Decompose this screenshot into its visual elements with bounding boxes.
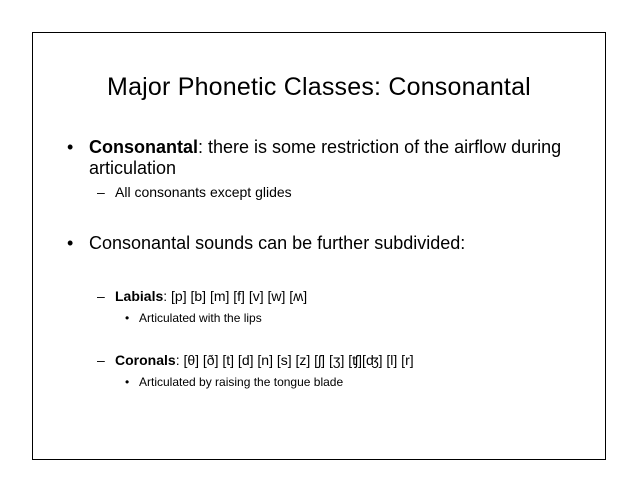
term-consonantal: Consonantal	[89, 137, 199, 157]
sub-bullet-text	[115, 287, 307, 305]
bullet-icon: •	[125, 311, 130, 325]
dash-icon: –	[97, 288, 105, 304]
detail-coronals	[125, 374, 343, 390]
coronals-symbols: : [θ] [ð] [t] [d] [n] [s] [z] [ʃ] [ʒ] [ʧ][ʤ] [l] [r]	[175, 352, 414, 368]
sub-bullet-text: All consonants except glides	[115, 184, 292, 200]
term-coronals: Coronals	[115, 352, 176, 368]
labials-symbols: : [p] [b] [m] [f] [v] [w] [ʍ]	[163, 288, 308, 304]
sub-bullet-glides	[97, 183, 292, 201]
bullet-text: Consonantal sounds can be further subdivided:	[89, 233, 466, 253]
dash-icon: –	[97, 184, 105, 200]
dash-icon: –	[97, 352, 105, 368]
term-labials: Labials	[115, 288, 164, 304]
bullet-consonantal	[67, 137, 585, 179]
bullet-subdivided	[67, 233, 585, 254]
slide	[32, 32, 606, 460]
consonantal-definition: : there is some restriction of the airflow during articulation	[89, 137, 562, 178]
bullet-icon: •	[67, 233, 74, 253]
detail-labials	[125, 310, 262, 326]
sub-bullet-coronals	[97, 351, 414, 369]
bullet-icon: •	[125, 375, 130, 389]
bullet-icon: •	[67, 137, 74, 157]
sub-bullet-labials	[97, 287, 307, 305]
detail-text: Articulated with the lips	[139, 311, 262, 325]
sub-bullet-text	[115, 351, 414, 369]
bullet-text	[89, 137, 585, 179]
slide-title: Major Phonetic Classes: Consonantal	[107, 73, 531, 101]
detail-text: Articulated by raising the tongue blade	[139, 375, 344, 389]
